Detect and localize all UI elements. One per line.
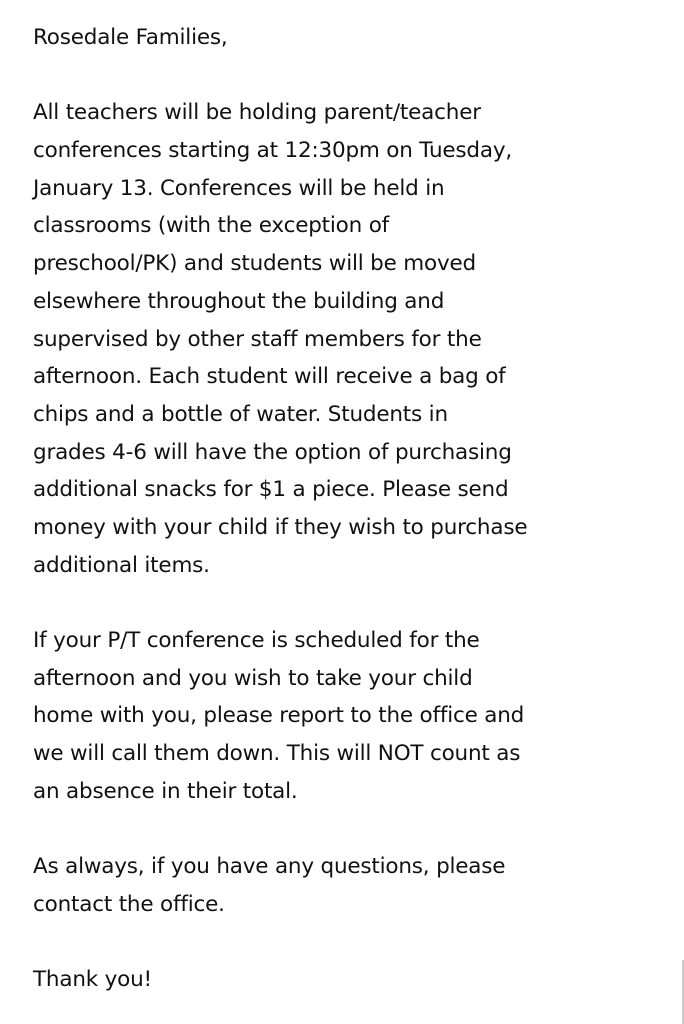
text-line: January 13. Conferences will be held in xyxy=(33,175,445,201)
paragraph-1 xyxy=(33,94,678,584)
greeting: Rosedale Families, xyxy=(33,25,228,50)
text-line: afternoon. Each student will receive a bag of xyxy=(33,364,506,390)
letter xyxy=(33,19,678,999)
text-line: chips and a bottle of water. Students in xyxy=(33,401,448,427)
text-line: money with your child if they wish to purchase xyxy=(33,514,528,540)
text-line: grades 4-6 will have the option of purchasing xyxy=(33,439,512,465)
text-line: conferences starting at 12:30pm on Tuesday, xyxy=(33,138,513,164)
spacer xyxy=(33,584,678,622)
text-line: elsewhere throughout the building and xyxy=(33,288,445,314)
text-line: an absence in their total. xyxy=(33,778,298,804)
text-line: As always, if you have any questions, please xyxy=(33,854,506,880)
text-line: All teachers will be holding parent/teacher xyxy=(33,100,481,126)
text-line: additional items. xyxy=(33,552,210,578)
spacer xyxy=(33,810,678,848)
spacer xyxy=(33,924,678,962)
closing: Thank you! xyxy=(33,967,152,993)
text-line: classrooms (with the exception of xyxy=(33,213,390,239)
text-line: we will call them down. This will NOT count as xyxy=(33,741,521,767)
spacer xyxy=(33,57,678,95)
text-line: If your P/T conference is scheduled for the xyxy=(33,628,480,653)
text-line: additional snacks for $1 a piece. Please send xyxy=(33,477,509,503)
text-line: supervised by other staff members for the xyxy=(33,326,482,352)
text-line: contact the office. xyxy=(33,891,225,917)
text-line: preschool/PK) and students will be moved xyxy=(33,251,476,277)
paragraph-3 xyxy=(33,848,678,923)
text-line: afternoon and you wish to take your child xyxy=(33,665,473,691)
paragraph-2 xyxy=(33,622,678,810)
text-line: home with you, please report to the office and xyxy=(33,703,525,729)
